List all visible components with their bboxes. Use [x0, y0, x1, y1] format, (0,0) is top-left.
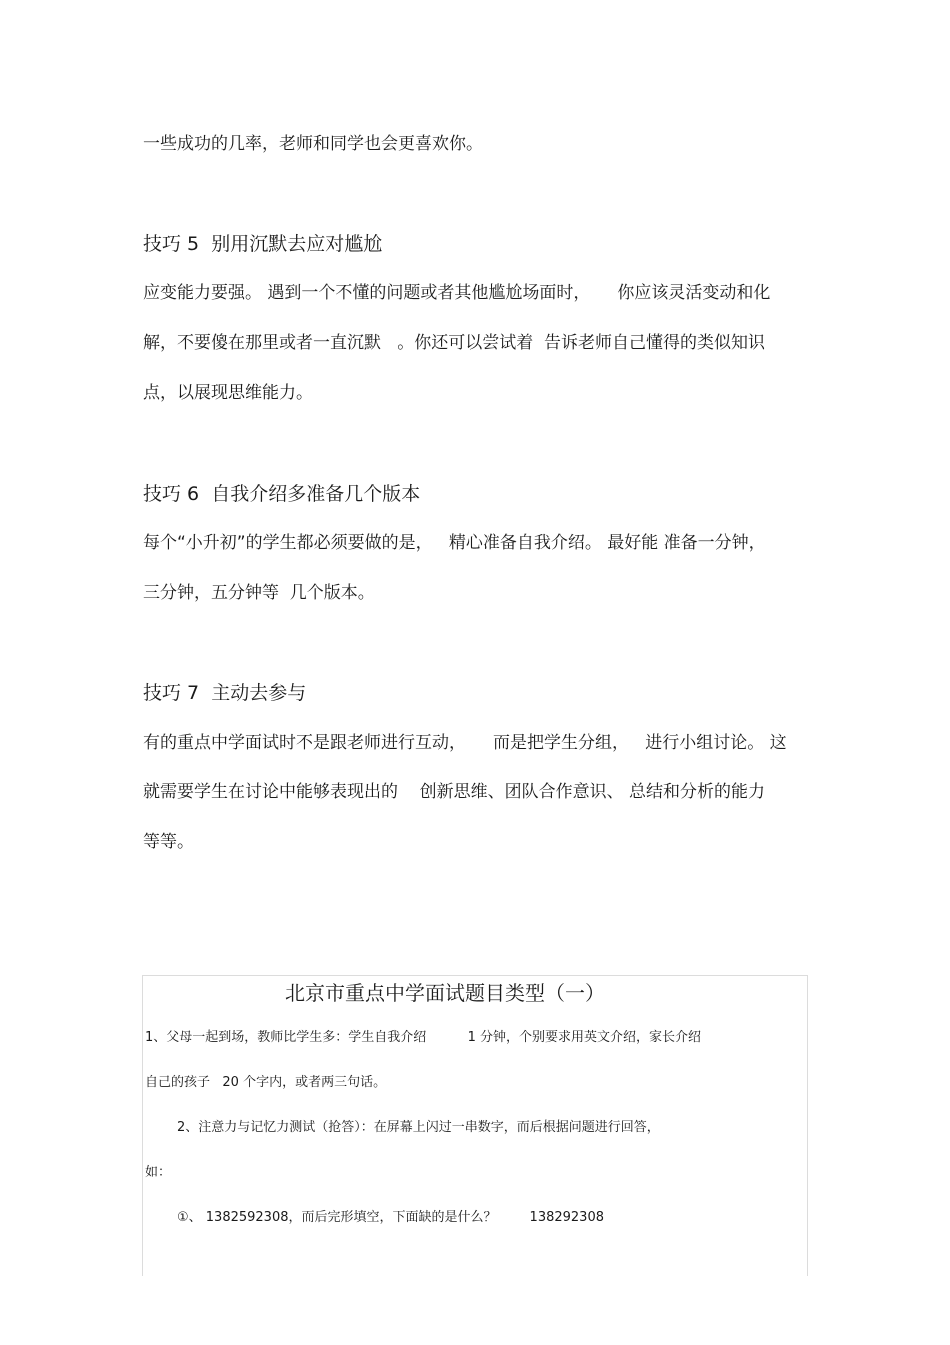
tip7-heading: 技巧 7 主动去参与: [143, 682, 307, 704]
tip6-line-2: 三分钟，五分钟等 几个版本。: [143, 583, 375, 603]
box-line-2: 自己的孩子 20 个字内，或者两三句话。: [145, 1075, 387, 1090]
box-line-4: 如：: [145, 1165, 172, 1180]
tip7-line-1: 有的重点中学面试时不是跟老师进行互动， 而是把学生分组， 进行小组讨论。 这: [143, 733, 787, 753]
tip5-line-1: 应变能力要强。 遇到一个不懂的问题或者其他尴尬场面时， 你应该灵活变动和化: [143, 283, 771, 303]
tip6-heading: 技巧 6 自我介绍多准备几个版本: [143, 483, 421, 505]
tip6-line-1: 每个“小升初”的学生都必须要做的是， 精心准备自我介绍。 最好能 准备一分钟，: [143, 533, 766, 553]
box-line-3: 2、注意力与记忆力测试（抢答）：在屏幕上闪过一串数字，而后根据问题进行回答，: [177, 1120, 660, 1135]
tip7-line-3: 等等。: [143, 832, 194, 852]
box-title: 北京市重点中学面试题目类型（一）: [285, 981, 605, 1005]
tip5-line-2: 解，不要傻在那里或者一直沉默 。你还可以尝试着 告诉老师自己懂得的类似知识: [143, 333, 766, 353]
tip5-heading: 技巧 5 别用沉默去应对尴尬: [143, 233, 383, 255]
tip5-line-3: 点，以展现思维能力。: [143, 383, 313, 403]
box-line-5: ①、 1382592308，而后完形填空，下面缺的是什么？ 138292308: [177, 1210, 604, 1225]
tip7-line-2: 就需要学生在讨论中能够表现出的 创新思维、团队合作意识、 总结和分析的能力: [143, 782, 766, 802]
question-types-box: [142, 975, 808, 1276]
box-line-1: 1、父母一起到场，教师比学生多：学生自我介绍 1 分钟，个别要求用英文介绍，家长介绍: [145, 1030, 701, 1045]
intro-line: 一些成功的几率，老师和同学也会更喜欢你。: [143, 134, 483, 154]
